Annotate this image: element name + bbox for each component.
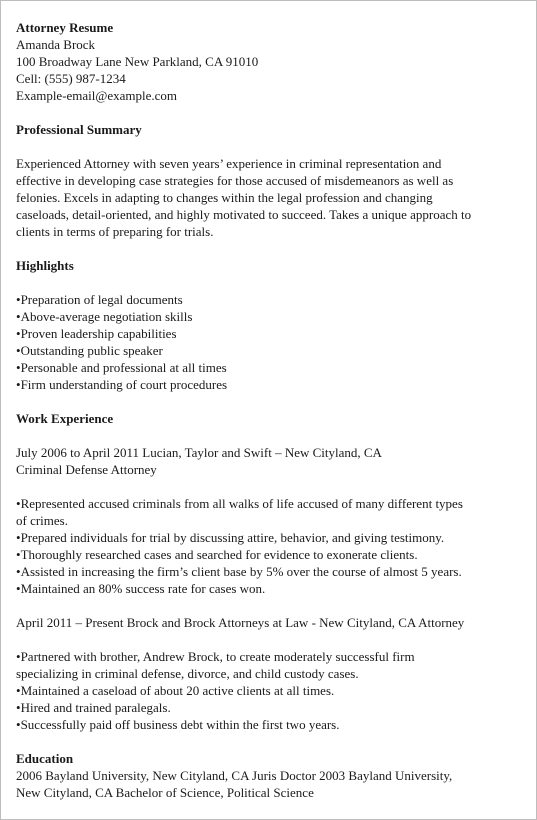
highlights-heading: Highlights (16, 258, 74, 273)
summary-paragraph (16, 155, 521, 240)
highlight-item: • Personable and professional at all times (16, 359, 521, 376)
job-bullet: • Maintained an 80% success rate for cases won. (16, 580, 521, 597)
applicant-phone: Cell: (555) 987-1234 (16, 71, 126, 86)
job-bullet-continuation: of crimes. (16, 513, 68, 528)
summary-line: felonies. Excels in adapting to changes within the legal profession and changing (16, 190, 433, 205)
resume-title: Attorney Resume (16, 20, 114, 35)
job-bullet-continuation: specializing in criminal defense, divorce, and child custody cases. (16, 666, 359, 681)
applicant-email: Example-email@example.com (16, 88, 178, 103)
applicant-name: Amanda Brock (16, 37, 96, 52)
summary-line: effective in developing case strategies for those accused of misdemeanors as well as (16, 173, 454, 188)
highlight-item: • Proven leadership capabilities (16, 325, 521, 342)
resume-content (16, 19, 521, 801)
highlights-list (16, 291, 521, 393)
highlight-item: • Above-average negotiation skills (16, 308, 521, 325)
job-bullet: • Maintained a caseload of about 20 active clients at all times. (16, 682, 521, 699)
work-experience-heading: Work Experience (16, 411, 114, 426)
education-line: 2006 Bayland University, New Cityland, CA Juris Doctor 2003 Bayland University, (16, 768, 453, 783)
summary-line: clients in terms of preparing for trials. (16, 224, 214, 239)
job-title: Criminal Defense Attorney (16, 462, 157, 477)
job-header: April 2011 – Present Brock and Brock Attorneys at Law - New Cityland, CA Attorney (16, 615, 465, 630)
job-bullet: • Partnered with brother, Andrew Brock, to create moderately successful firm (16, 648, 521, 665)
job-header: July 2006 to April 2011 Lucian, Taylor and Swift – New Cityland, CA (16, 445, 382, 460)
job-bullet: • Prepared individuals for trial by discussing attire, behavior, and giving testimony. (16, 529, 521, 546)
job-bullet: • Represented accused criminals from all walks of life accused of many different types (16, 495, 521, 512)
summary-line: Experienced Attorney with seven years’ experience in criminal representation and (16, 156, 442, 171)
job-entry (16, 444, 521, 597)
highlight-item: • Outstanding public speaker (16, 342, 521, 359)
highlight-item: • Preparation of legal documents (16, 291, 521, 308)
applicant-address: 100 Broadway Lane New Parkland, CA 91010 (16, 54, 259, 69)
job-entry (16, 614, 521, 733)
job-bullet: • Successfully paid off business debt within the first two years. (16, 716, 521, 733)
job-bullet: • Assisted in increasing the firm’s client base by 5% over the course of almost 5 years. (16, 563, 521, 580)
education-line: New Cityland, CA Bachelor of Science, Political Science (16, 785, 314, 800)
highlight-item: • Firm understanding of court procedures (16, 376, 521, 393)
summary-heading: Professional Summary (16, 122, 142, 137)
summary-line: caseloads, detail-oriented, and highly motivated to succeed. Takes a unique approach to (16, 207, 472, 222)
education-heading: Education (16, 751, 74, 766)
job-bullet: • Hired and trained paralegals. (16, 699, 521, 716)
job-bullet: • Thoroughly researched cases and searched for evidence to exonerate clients. (16, 546, 521, 563)
